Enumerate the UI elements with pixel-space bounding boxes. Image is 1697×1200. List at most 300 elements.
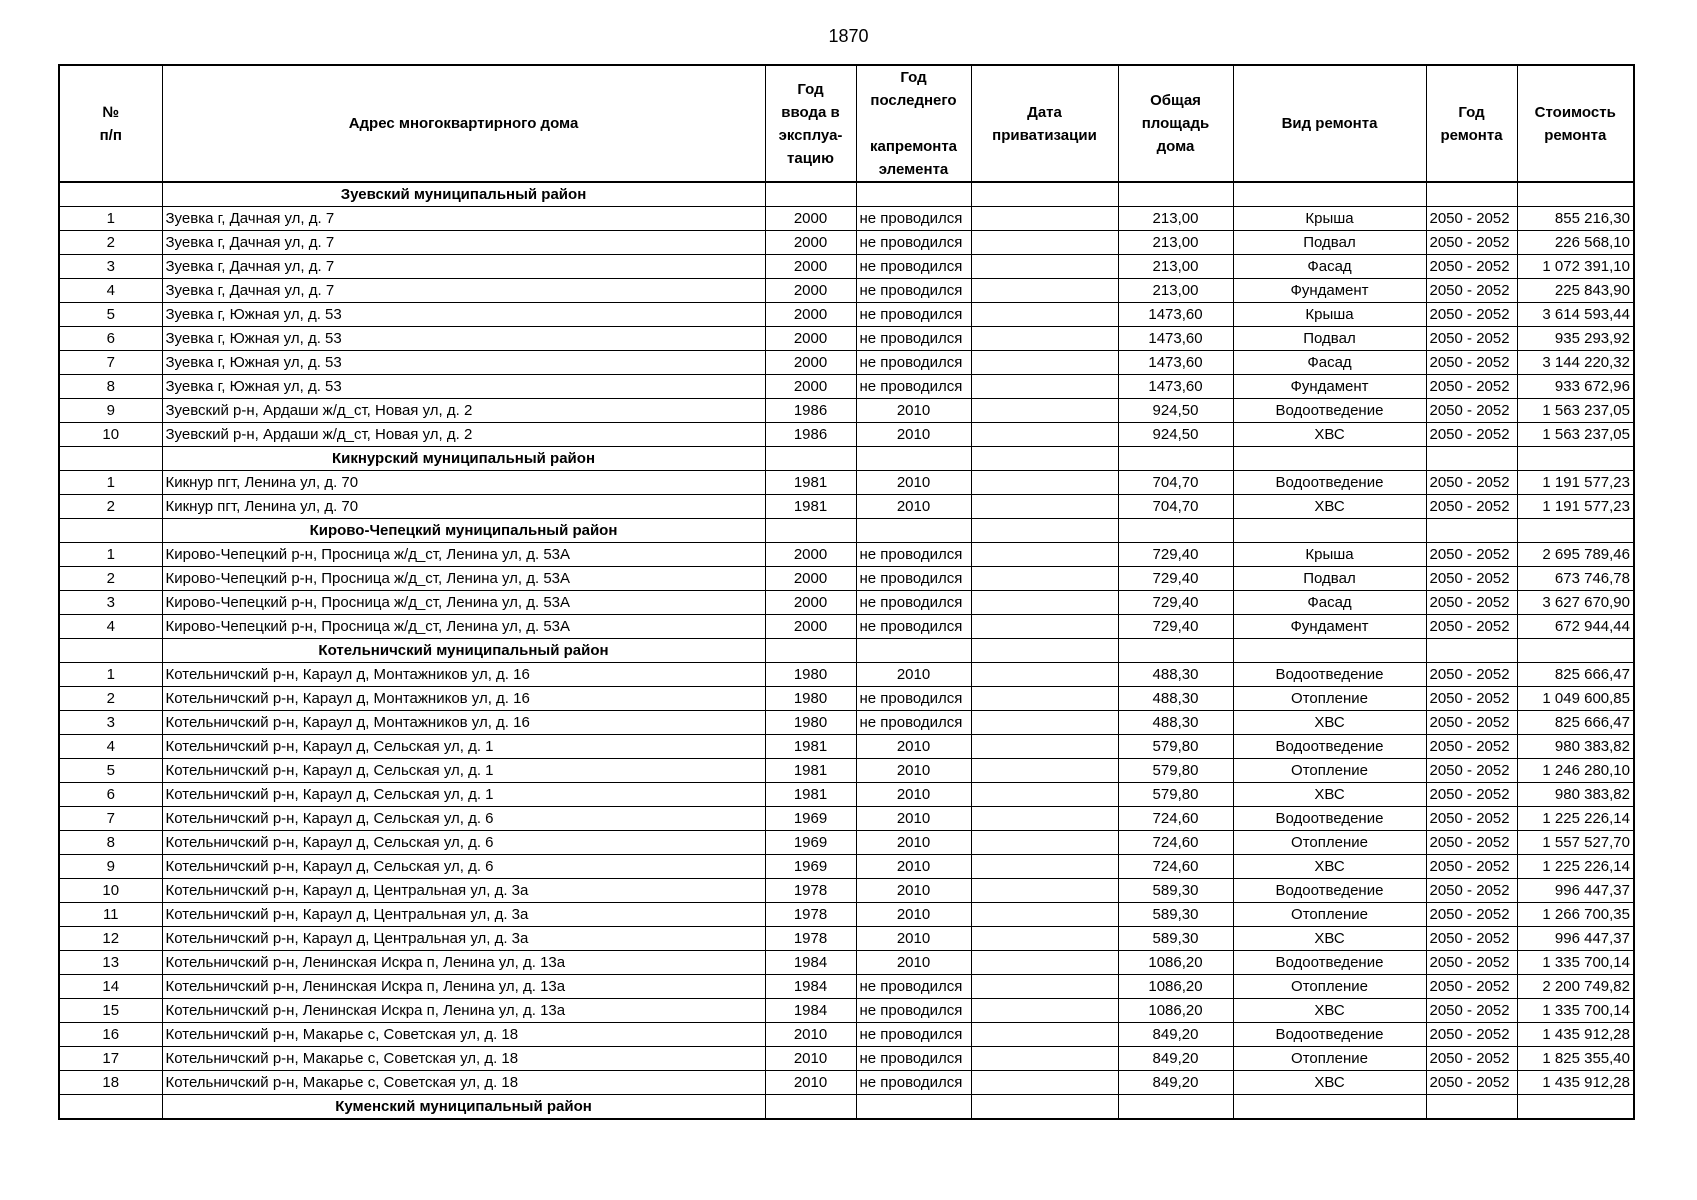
row-cost: 825 666,47 <box>1517 711 1634 735</box>
empty-cell <box>1426 182 1517 207</box>
empty-cell <box>1426 519 1517 543</box>
empty-cell <box>971 639 1118 663</box>
table-row <box>59 375 1634 399</box>
row-address: Котельничский р-н, Караул д, Сельская ул, д. 6 <box>162 807 765 831</box>
row-privatization <box>971 327 1118 351</box>
row-area: 579,80 <box>1118 783 1233 807</box>
empty-cell <box>856 639 971 663</box>
row-repair-year: 2050 - 2052 <box>1426 231 1517 255</box>
row-number: 3 <box>59 255 162 279</box>
row-privatization <box>971 903 1118 927</box>
table-row <box>59 879 1634 903</box>
row-number: 10 <box>59 423 162 447</box>
table-row <box>59 1047 1634 1071</box>
row-area: 704,70 <box>1118 495 1233 519</box>
row-year-built: 2000 <box>765 279 856 303</box>
row-number: 8 <box>59 831 162 855</box>
row-privatization <box>971 927 1118 951</box>
empty-cell <box>1426 447 1517 471</box>
row-area: 488,30 <box>1118 687 1233 711</box>
row-privatization <box>971 567 1118 591</box>
row-cost: 855 216,30 <box>1517 207 1634 231</box>
empty-cell <box>59 519 162 543</box>
row-privatization <box>971 831 1118 855</box>
row-repair-year: 2050 - 2052 <box>1426 567 1517 591</box>
row-repair-year: 2050 - 2052 <box>1426 687 1517 711</box>
header-num: № п/п <box>59 65 162 182</box>
row-year-built: 1978 <box>765 879 856 903</box>
empty-cell <box>1118 447 1233 471</box>
row-privatization <box>971 495 1118 519</box>
row-repair-kind: ХВС <box>1233 999 1426 1023</box>
row-address: Зуевка г, Дачная ул, д. 7 <box>162 231 765 255</box>
row-cost: 3 144 220,32 <box>1517 351 1634 375</box>
table-row <box>59 1023 1634 1047</box>
empty-cell <box>856 519 971 543</box>
row-repair-year: 2050 - 2052 <box>1426 1023 1517 1047</box>
row-area: 589,30 <box>1118 879 1233 903</box>
row-area: 579,80 <box>1118 735 1233 759</box>
row-area: 849,20 <box>1118 1047 1233 1071</box>
header-row <box>59 65 1634 182</box>
row-address: Зуевка г, Южная ул, д. 53 <box>162 375 765 399</box>
table-row <box>59 951 1634 975</box>
row-year-built: 2010 <box>765 1023 856 1047</box>
row-year-built: 2000 <box>765 567 856 591</box>
header-privatization: Дата приватизации <box>971 65 1118 182</box>
row-last-repair: 2010 <box>856 831 971 855</box>
row-number: 1 <box>59 543 162 567</box>
row-area: 213,00 <box>1118 255 1233 279</box>
row-area: 1473,60 <box>1118 375 1233 399</box>
row-repair-kind: Водоотведение <box>1233 663 1426 687</box>
row-repair-kind: Фундамент <box>1233 375 1426 399</box>
empty-cell <box>765 639 856 663</box>
district-row <box>59 182 1634 207</box>
row-repair-kind: Подвал <box>1233 327 1426 351</box>
row-last-repair: не проводился <box>856 591 971 615</box>
row-cost: 825 666,47 <box>1517 663 1634 687</box>
row-privatization <box>971 951 1118 975</box>
row-number: 18 <box>59 1071 162 1095</box>
row-number: 4 <box>59 279 162 303</box>
empty-cell <box>1517 519 1634 543</box>
row-repair-kind: ХВС <box>1233 423 1426 447</box>
row-year-built: 2000 <box>765 207 856 231</box>
empty-cell <box>1517 182 1634 207</box>
row-repair-kind: Фундамент <box>1233 615 1426 639</box>
header-year-built: Год ввода в эксплуа- тацию <box>765 65 856 182</box>
district-name: Куменский муниципальный район <box>162 1095 765 1120</box>
row-cost: 1 557 527,70 <box>1517 831 1634 855</box>
table-row <box>59 807 1634 831</box>
table-row <box>59 711 1634 735</box>
row-repair-year: 2050 - 2052 <box>1426 615 1517 639</box>
row-privatization <box>971 879 1118 903</box>
row-privatization <box>971 231 1118 255</box>
row-repair-year: 2050 - 2052 <box>1426 711 1517 735</box>
table-row <box>59 687 1634 711</box>
row-address: Кирово-Чепецкий р-н, Просница ж/д_ст, Ленина ул, д. 53А <box>162 591 765 615</box>
row-repair-year: 2050 - 2052 <box>1426 1071 1517 1095</box>
table-row <box>59 615 1634 639</box>
row-year-built: 2010 <box>765 1071 856 1095</box>
row-privatization <box>971 207 1118 231</box>
row-repair-year: 2050 - 2052 <box>1426 351 1517 375</box>
empty-cell <box>1233 447 1426 471</box>
row-last-repair: не проводился <box>856 567 971 591</box>
row-repair-kind: Отопление <box>1233 687 1426 711</box>
row-last-repair: не проводился <box>856 543 971 567</box>
row-area: 213,00 <box>1118 279 1233 303</box>
row-last-repair: 2010 <box>856 951 971 975</box>
empty-cell <box>1426 639 1517 663</box>
row-privatization <box>971 1071 1118 1095</box>
header-cost: Стоимость ремонта <box>1517 65 1634 182</box>
row-repair-kind: Фундамент <box>1233 279 1426 303</box>
row-year-built: 2000 <box>765 303 856 327</box>
row-privatization <box>971 423 1118 447</box>
row-address: Котельничский р-н, Макарье с, Советская ул, д. 18 <box>162 1023 765 1047</box>
row-last-repair: не проводился <box>856 687 971 711</box>
row-repair-kind: Крыша <box>1233 543 1426 567</box>
empty-cell <box>59 639 162 663</box>
row-address: Котельничский р-н, Караул д, Центральная ул, д. 3а <box>162 879 765 903</box>
row-cost: 1 435 912,28 <box>1517 1023 1634 1047</box>
row-repair-kind: Подвал <box>1233 567 1426 591</box>
row-last-repair: не проводился <box>856 351 971 375</box>
row-address: Котельничский р-н, Караул д, Монтажников ул, д. 16 <box>162 687 765 711</box>
row-area: 1086,20 <box>1118 951 1233 975</box>
row-last-repair: 2010 <box>856 735 971 759</box>
row-address: Котельничский р-н, Караул д, Монтажников ул, д. 16 <box>162 711 765 735</box>
row-area: 1086,20 <box>1118 999 1233 1023</box>
row-cost: 980 383,82 <box>1517 735 1634 759</box>
row-year-built: 1981 <box>765 495 856 519</box>
row-cost: 1 335 700,14 <box>1517 999 1634 1023</box>
empty-cell <box>1517 639 1634 663</box>
row-area: 213,00 <box>1118 207 1233 231</box>
table-row <box>59 783 1634 807</box>
empty-cell <box>971 447 1118 471</box>
row-cost: 3 614 593,44 <box>1517 303 1634 327</box>
row-address: Котельничский р-н, Караул д, Сельская ул, д. 1 <box>162 735 765 759</box>
row-last-repair: 2010 <box>856 879 971 903</box>
row-area: 729,40 <box>1118 591 1233 615</box>
row-repair-year: 2050 - 2052 <box>1426 903 1517 927</box>
empty-cell <box>765 1095 856 1120</box>
row-number: 14 <box>59 975 162 999</box>
row-number: 1 <box>59 471 162 495</box>
row-area: 849,20 <box>1118 1023 1233 1047</box>
row-cost: 1 563 237,05 <box>1517 423 1634 447</box>
row-year-built: 1981 <box>765 471 856 495</box>
empty-cell <box>1118 1095 1233 1120</box>
row-cost: 1 335 700,14 <box>1517 951 1634 975</box>
table-row <box>59 855 1634 879</box>
row-privatization <box>971 663 1118 687</box>
row-repair-year: 2050 - 2052 <box>1426 471 1517 495</box>
row-number: 8 <box>59 375 162 399</box>
row-last-repair: не проводился <box>856 327 971 351</box>
row-cost: 996 447,37 <box>1517 879 1634 903</box>
row-number: 7 <box>59 807 162 831</box>
row-address: Котельничский р-н, Караул д, Сельская ул, д. 1 <box>162 783 765 807</box>
row-cost: 1 072 391,10 <box>1517 255 1634 279</box>
empty-cell <box>1233 1095 1426 1120</box>
row-repair-year: 2050 - 2052 <box>1426 879 1517 903</box>
row-area: 724,60 <box>1118 855 1233 879</box>
row-address: Зуевский р-н, Ардаши ж/д_ст, Новая ул, д. 2 <box>162 399 765 423</box>
table-row <box>59 279 1634 303</box>
row-number: 1 <box>59 207 162 231</box>
row-privatization <box>971 1047 1118 1071</box>
row-year-built: 1980 <box>765 687 856 711</box>
row-privatization <box>971 855 1118 879</box>
header-area: Общая площадь дома <box>1118 65 1233 182</box>
table-row <box>59 303 1634 327</box>
row-year-built: 2000 <box>765 375 856 399</box>
row-area: 589,30 <box>1118 927 1233 951</box>
row-address: Котельничский р-н, Караул д, Сельская ул, д. 6 <box>162 831 765 855</box>
row-privatization <box>971 711 1118 735</box>
empty-cell <box>856 182 971 207</box>
row-year-built: 1969 <box>765 807 856 831</box>
row-area: 1473,60 <box>1118 327 1233 351</box>
row-cost: 3 627 670,90 <box>1517 591 1634 615</box>
row-year-built: 1980 <box>765 663 856 687</box>
row-year-built: 1984 <box>765 951 856 975</box>
row-number: 11 <box>59 903 162 927</box>
row-repair-kind: Водоотведение <box>1233 1023 1426 1047</box>
row-year-built: 1986 <box>765 399 856 423</box>
row-cost: 225 843,90 <box>1517 279 1634 303</box>
district-row <box>59 639 1634 663</box>
row-last-repair: не проводился <box>856 255 971 279</box>
row-address: Котельничский р-н, Ленинская Искра п, Ленина ул, д. 13а <box>162 951 765 975</box>
row-year-built: 1980 <box>765 711 856 735</box>
row-year-built: 1978 <box>765 903 856 927</box>
row-address: Кирово-Чепецкий р-н, Просница ж/д_ст, Ленина ул, д. 53А <box>162 543 765 567</box>
row-year-built: 1969 <box>765 831 856 855</box>
row-address: Котельничский р-н, Макарье с, Советская ул, д. 18 <box>162 1047 765 1071</box>
empty-cell <box>765 519 856 543</box>
row-number: 1 <box>59 663 162 687</box>
row-last-repair: не проводился <box>856 1071 971 1095</box>
empty-cell <box>765 447 856 471</box>
row-repair-kind: Фасад <box>1233 255 1426 279</box>
row-last-repair: не проводился <box>856 615 971 639</box>
row-number: 2 <box>59 495 162 519</box>
row-privatization <box>971 759 1118 783</box>
table-body <box>59 182 1634 1119</box>
empty-cell <box>1426 1095 1517 1120</box>
empty-cell <box>971 1095 1118 1120</box>
row-repair-year: 2050 - 2052 <box>1426 999 1517 1023</box>
row-number: 4 <box>59 615 162 639</box>
row-privatization <box>971 279 1118 303</box>
row-last-repair: не проводился <box>856 231 971 255</box>
row-year-built: 2000 <box>765 231 856 255</box>
row-privatization <box>971 999 1118 1023</box>
row-privatization <box>971 375 1118 399</box>
table-row <box>59 999 1634 1023</box>
row-address: Кикнур пгт, Ленина ул, д. 70 <box>162 471 765 495</box>
row-area: 488,30 <box>1118 711 1233 735</box>
row-last-repair: не проводился <box>856 1047 971 1071</box>
district-name: Котельничский муниципальный район <box>162 639 765 663</box>
table-row <box>59 831 1634 855</box>
row-cost: 673 746,78 <box>1517 567 1634 591</box>
row-cost: 1 563 237,05 <box>1517 399 1634 423</box>
row-last-repair: 2010 <box>856 423 971 447</box>
row-cost: 933 672,96 <box>1517 375 1634 399</box>
table-row <box>59 471 1634 495</box>
row-address: Кирово-Чепецкий р-н, Просница ж/д_ст, Ленина ул, д. 53А <box>162 567 765 591</box>
row-repair-kind: Отопление <box>1233 1047 1426 1071</box>
row-year-built: 1984 <box>765 999 856 1023</box>
row-last-repair: 2010 <box>856 927 971 951</box>
row-area: 488,30 <box>1118 663 1233 687</box>
row-last-repair: не проводился <box>856 375 971 399</box>
row-year-built: 1981 <box>765 783 856 807</box>
row-repair-year: 2050 - 2052 <box>1426 327 1517 351</box>
row-number: 3 <box>59 711 162 735</box>
row-repair-kind: Водоотведение <box>1233 471 1426 495</box>
district-name: Зуевский муниципальный район <box>162 182 765 207</box>
row-address: Зуевка г, Дачная ул, д. 7 <box>162 279 765 303</box>
row-repair-year: 2050 - 2052 <box>1426 783 1517 807</box>
row-address: Зуевка г, Дачная ул, д. 7 <box>162 255 765 279</box>
row-privatization <box>971 687 1118 711</box>
row-cost: 1 825 355,40 <box>1517 1047 1634 1071</box>
row-cost: 2 200 749,82 <box>1517 975 1634 999</box>
row-cost: 2 695 789,46 <box>1517 543 1634 567</box>
row-repair-kind: Отопление <box>1233 975 1426 999</box>
empty-cell <box>971 519 1118 543</box>
header-last-repair: Год последнего капремонта элемента <box>856 65 971 182</box>
district-name: Кирово-Чепецкий муниципальный район <box>162 519 765 543</box>
row-repair-kind: Отопление <box>1233 903 1426 927</box>
row-repair-kind: Отопление <box>1233 831 1426 855</box>
row-address: Котельничский р-н, Караул д, Монтажников ул, д. 16 <box>162 663 765 687</box>
row-address: Котельничский р-н, Караул д, Центральная ул, д. 3а <box>162 903 765 927</box>
row-repair-year: 2050 - 2052 <box>1426 759 1517 783</box>
row-repair-kind: Крыша <box>1233 207 1426 231</box>
row-last-repair: 2010 <box>856 399 971 423</box>
row-year-built: 1981 <box>765 759 856 783</box>
row-number: 3 <box>59 591 162 615</box>
row-privatization <box>971 351 1118 375</box>
table-row <box>59 1071 1634 1095</box>
row-number: 2 <box>59 687 162 711</box>
row-repair-year: 2050 - 2052 <box>1426 375 1517 399</box>
empty-cell <box>1118 182 1233 207</box>
empty-cell <box>971 182 1118 207</box>
row-last-repair: не проводился <box>856 975 971 999</box>
row-repair-year: 2050 - 2052 <box>1426 927 1517 951</box>
empty-cell <box>1233 519 1426 543</box>
row-repair-year: 2050 - 2052 <box>1426 735 1517 759</box>
row-repair-kind: ХВС <box>1233 783 1426 807</box>
row-cost: 672 944,44 <box>1517 615 1634 639</box>
row-privatization <box>971 543 1118 567</box>
row-repair-year: 2050 - 2052 <box>1426 423 1517 447</box>
row-number: 9 <box>59 855 162 879</box>
row-year-built: 1969 <box>765 855 856 879</box>
row-last-repair: 2010 <box>856 783 971 807</box>
empty-cell <box>856 1095 971 1120</box>
empty-cell <box>1517 1095 1634 1120</box>
header-repair-kind: Вид ремонта <box>1233 65 1426 182</box>
empty-cell <box>1233 639 1426 663</box>
row-address: Котельничский р-н, Караул д, Сельская ул, д. 1 <box>162 759 765 783</box>
row-last-repair: не проводился <box>856 207 971 231</box>
table-row <box>59 495 1634 519</box>
row-number: 7 <box>59 351 162 375</box>
row-area: 724,60 <box>1118 831 1233 855</box>
row-repair-kind: Водоотведение <box>1233 399 1426 423</box>
row-last-repair: 2010 <box>856 495 971 519</box>
row-last-repair: 2010 <box>856 471 971 495</box>
row-repair-kind: Водоотведение <box>1233 735 1426 759</box>
row-last-repair: 2010 <box>856 807 971 831</box>
row-cost: 935 293,92 <box>1517 327 1634 351</box>
row-area: 1086,20 <box>1118 975 1233 999</box>
row-repair-year: 2050 - 2052 <box>1426 543 1517 567</box>
table-row <box>59 255 1634 279</box>
empty-cell <box>1517 447 1634 471</box>
row-area: 729,40 <box>1118 567 1233 591</box>
table-row <box>59 351 1634 375</box>
row-privatization <box>971 255 1118 279</box>
row-last-repair: 2010 <box>856 759 971 783</box>
row-cost: 996 447,37 <box>1517 927 1634 951</box>
row-number: 13 <box>59 951 162 975</box>
empty-cell <box>59 1095 162 1120</box>
row-address: Зуевка г, Южная ул, д. 53 <box>162 351 765 375</box>
row-cost: 226 568,10 <box>1517 231 1634 255</box>
row-last-repair: не проводился <box>856 1023 971 1047</box>
row-repair-kind: Водоотведение <box>1233 807 1426 831</box>
row-repair-kind: ХВС <box>1233 927 1426 951</box>
table-row <box>59 543 1634 567</box>
table-row <box>59 231 1634 255</box>
row-address: Котельничский р-н, Караул д, Центральная ул, д. 3а <box>162 927 765 951</box>
row-repair-year: 2050 - 2052 <box>1426 303 1517 327</box>
row-repair-year: 2050 - 2052 <box>1426 831 1517 855</box>
row-repair-year: 2050 - 2052 <box>1426 279 1517 303</box>
row-privatization <box>971 303 1118 327</box>
row-cost: 1 266 700,35 <box>1517 903 1634 927</box>
header-address: Адрес многоквартирного дома <box>162 65 765 182</box>
table-row <box>59 399 1634 423</box>
row-year-built: 1986 <box>765 423 856 447</box>
empty-cell <box>856 447 971 471</box>
row-address: Кирово-Чепецкий р-н, Просница ж/д_ст, Ленина ул, д. 53А <box>162 615 765 639</box>
row-year-built: 2000 <box>765 543 856 567</box>
district-name: Кикнурский муниципальный район <box>162 447 765 471</box>
row-area: 213,00 <box>1118 231 1233 255</box>
row-area: 729,40 <box>1118 543 1233 567</box>
row-repair-kind: ХВС <box>1233 711 1426 735</box>
row-area: 924,50 <box>1118 423 1233 447</box>
row-repair-kind: ХВС <box>1233 855 1426 879</box>
table-row <box>59 423 1634 447</box>
row-area: 589,30 <box>1118 903 1233 927</box>
row-number: 15 <box>59 999 162 1023</box>
row-privatization <box>971 975 1118 999</box>
